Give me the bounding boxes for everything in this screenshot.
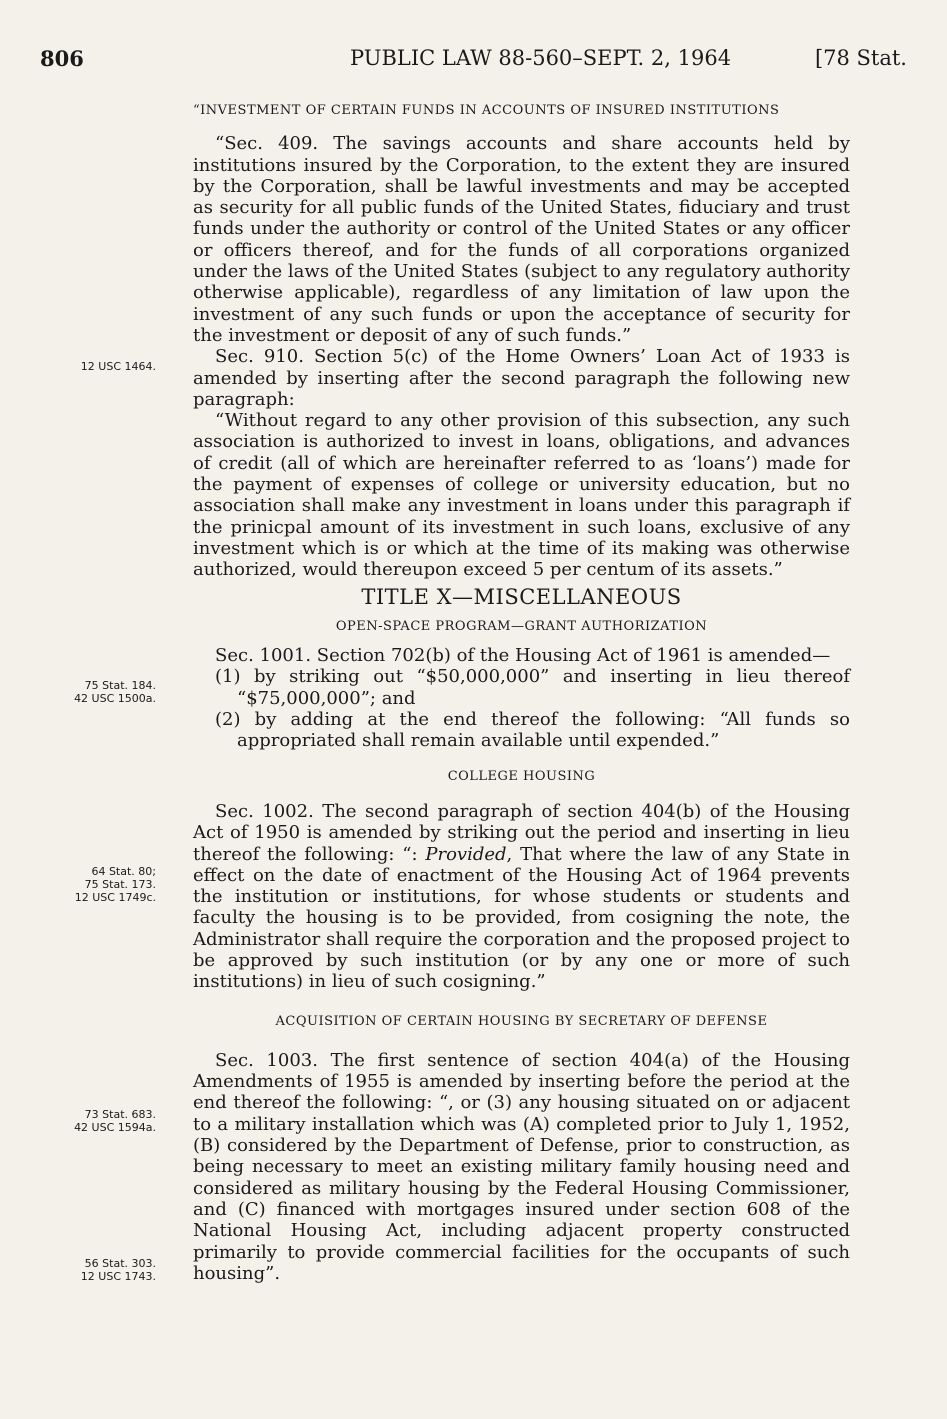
sec-1001-2: (2) by adding at the end thereof the following: “All funds so appropriated shall remain available until expended.” <box>215 709 850 752</box>
heading-open-space: OPEN-SPACE PROGRAM—GRANT AUTHORIZATION <box>335 618 708 634</box>
sec-1001-1: (1) by striking out “$50,000,000” and inserting in lieu thereof “$75,000,000”; and <box>215 666 850 709</box>
sec-409: “Sec. 409. The savings accounts and share accounts held by institutions insured by the Corporation, to the extent they are insured by the Corporation, shall be lawful investments and may be accepted as security for all public funds of the United States, fiduciary and trust funds under the authority or control of the United States or any officer or officers thereof, and for the funds of all corporations organized under the laws of the United States (subject to any regulatory authority otherwise applicable), regardless of any limitation of law upon the investment of any such funds or upon the acceptance of security for the investment or deposit of any of such funds.” <box>193 133 850 346</box>
margin-note-1: 12 USC 1464. <box>80 360 156 373</box>
sec-1002-provided: Provided <box>425 843 507 865</box>
page-number: 806 <box>40 46 84 71</box>
sec-1002-part-1: Sec. 1002. The second paragraph of section 404(b) of the Housing Act of 1950 is amended by striking out the period and inserting in lieu thereof the following: “: <box>193 800 850 865</box>
heading-acquisition: ACQUISITION OF CERTAIN HOUSING BY SECRETARY OF DEFENSE <box>275 1013 768 1029</box>
header-volume: [78 Stat. <box>814 46 907 70</box>
heading-college-housing: COLLEGE HOUSING <box>447 768 596 784</box>
running-header <box>40 46 907 76</box>
heading-investment: “INVESTMENT OF CERTAIN FUNDS IN ACCOUNTS OF INSURED INSTITUTIONS <box>193 103 780 118</box>
sec-1001: Sec. 1001. Section 702(b) of the Housing Act of 1961 is amended— <box>215 645 831 667</box>
sec-1003: Sec. 1003. The first sentence of section 404(a) of the Housing Amendments of 1955 is amended by inserting before the period at the end thereof the following: “, or (3) any housing situated on or adjacent to a military installation which was (A) completed prior to July 1, 1952, (B) considered by the Department of Defense, prior to construction, as being necessary to meet an existing military family housing need and considered as military housing by the Federal Housing Commissioner, and (C) financed with mortgages insured under section 608 of the National Housing Act, including adjacent property constructed primarily to provide commercial facilities for the occupants of such housing”. <box>193 1049 850 1284</box>
sec-1002 <box>193 801 850 993</box>
sec-1002-part-2: , That where the law of any State in effect on the date of enactment of the Housing Act of 1964 prevents the institution or institutions, for whose students or students and faculty the housing is to be provided, from cosigning the note, the Administrator shall require the corporation and the proposed project to be approved by such institution (or by any one or more of such institutions) in lieu of such cosigning.” <box>193 843 850 993</box>
body-text <box>193 100 850 1284</box>
margin-note-5: 56 Stat. 303. 12 USC 1743. <box>80 1257 156 1283</box>
sec-910-para: “Without regard to any other provision of this subsection, any such association is authorized to invest in loans, obligations, and advances of credit (all of which are hereinafter referred to as ‘loans’) made for the payment of expenses of college or university education, but no association shall make any investment in loans under this paragraph if the prinicpal amount of its investment in such loans, exclusive of any investment which is or which at the time of its making was otherwise authorized, would thereupon exceed 5 per centum of its assets.” <box>193 410 850 581</box>
margin-note-3: 64 Stat. 80; 75 Stat. 173. 12 USC 1749c. <box>74 865 156 904</box>
margin-note-4: 73 Stat. 683. 42 USC 1594a. <box>74 1108 156 1134</box>
header-title: PUBLIC LAW 88-560–SEPT. 2, 1964 <box>350 46 732 70</box>
margin-note-2: 75 Stat. 184. 42 USC 1500a. <box>74 679 156 705</box>
sec-910: Sec. 910. Section 5(c) of the Home Owners’ Loan Act of 1933 is amended by inserting after the second paragraph the following new paragraph: <box>193 346 850 410</box>
title-x: TITLE X—MISCELLANEOUS <box>361 584 682 609</box>
